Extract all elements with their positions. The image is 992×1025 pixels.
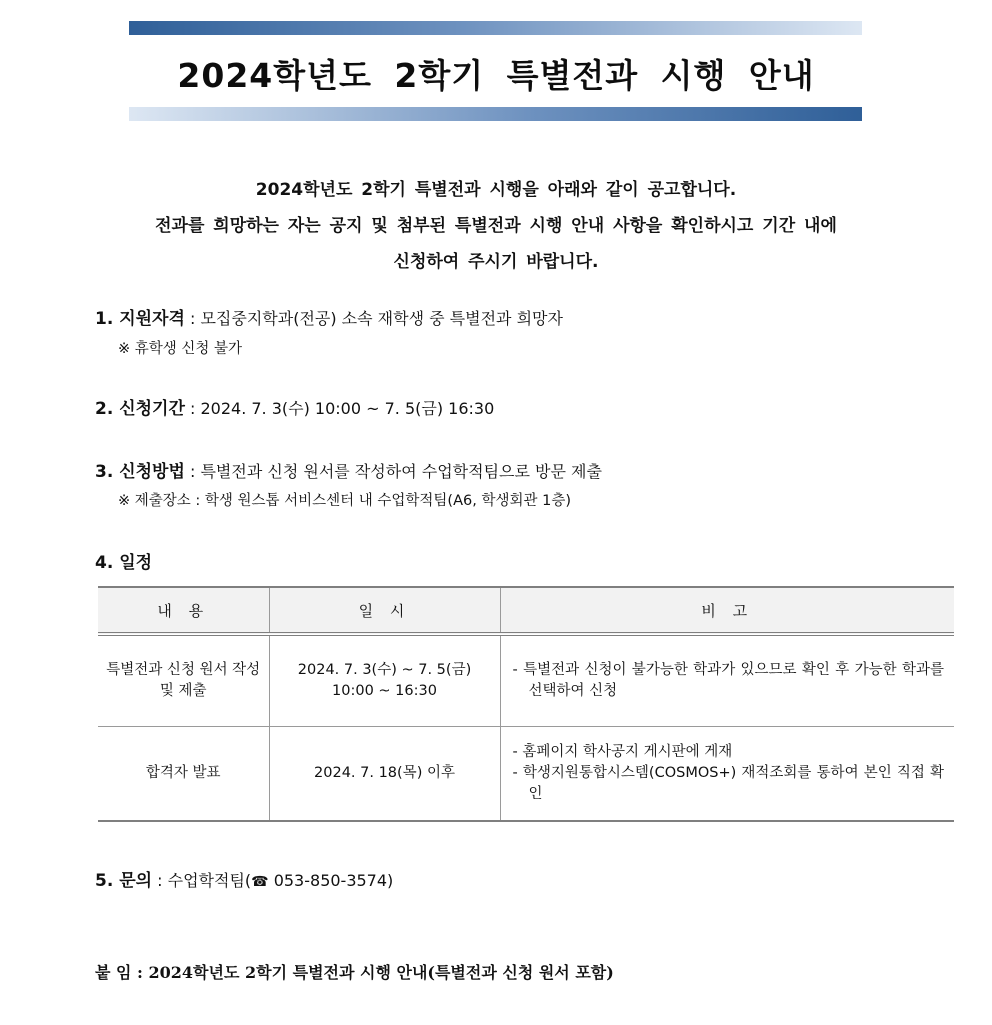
table-header: 일 시 [269,587,500,634]
section-heading: 1. 지원자격 [95,309,185,329]
phone-number: 053-850-3574) [268,871,394,890]
date-line: 10:00 ~ 16:30 [332,683,437,699]
section-heading: 2. 신청기간 [95,399,185,419]
note-line: - 홈페이지 학사공지 게시판에 게재 [512,744,733,760]
schedule-table [98,586,954,822]
section-note: ※ 제출장소 : 학생 원스톱 서비스센터 내 수업학적팀(A6, 학생회관 1층) [118,493,571,509]
table-header-row [98,587,954,634]
table-header: 비 고 [500,587,954,634]
section-method [95,457,602,482]
title-bar-bottom [129,107,862,121]
section-heading: 4. 일정 [95,553,153,573]
table-cell-date [269,634,500,727]
section-heading: 5. 문의 [95,871,153,891]
table-header: 내 용 [98,587,269,634]
section-value: : 모집중지학과(전공) 소속 재학생 중 특별전과 희망자 [184,309,563,328]
phone-icon: ☎ [251,874,269,890]
intro-line: 2024학년도 2학기 특별전과 시행을 아래와 같이 공고합니다. [255,180,737,200]
intro-line: 전과를 희망하는 자는 공지 및 첨부된 특별전과 시행 안내 사항을 확인하시고 기간 내에 [155,216,837,236]
page-title: 2024학년도 2학기 특별전과 시행 안내 [177,56,815,95]
section-value: : 2024. 7. 3(수) 10:00 ~ 7. 5(금) 16:30 [184,399,495,418]
title-bar-top [129,21,862,35]
attachment-line: 붙 임 : 2024학년도 2학기 특별전과 시행 안내(특별전과 신청 원서 포함) [95,963,614,982]
note-line: - 학생지원통합시스템(COSMOS+) 재적조회를 통하여 본인 직접 확인 [512,765,944,802]
section-heading: 3. 신청방법 [95,462,185,482]
table-row [98,634,954,727]
table-cell-notes [500,634,954,727]
date-line: 2024. 7. 3(수) ~ 7. 5(금) [297,662,472,678]
intro-paragraph [60,172,932,280]
table-cell-content: 특별전과 신청 원서 작성 및 제출 [98,634,269,727]
table-row [98,727,954,822]
table-cell-date: 2024. 7. 18(목) 이후 [269,727,500,822]
section-value-prefix: : 수업학적팀( [152,871,252,890]
section-eligibility [95,304,563,329]
section-value: : 특별전과 신청 원서를 작성하여 수업학적팀으로 방문 제출 [184,462,602,481]
note-line: - 특별전과 신청이 불가능한 학과가 있으므로 확인 후 가능한 학과를 선택하여 신청 [512,662,944,699]
section-period [95,394,494,419]
section-inquiry [95,866,393,891]
section-note: ※ 휴학생 신청 불가 [118,341,243,357]
table-cell-notes [500,727,954,822]
table-cell-content: 합격자 발표 [98,727,269,822]
intro-line: 신청하여 주시기 바랍니다. [393,252,599,272]
